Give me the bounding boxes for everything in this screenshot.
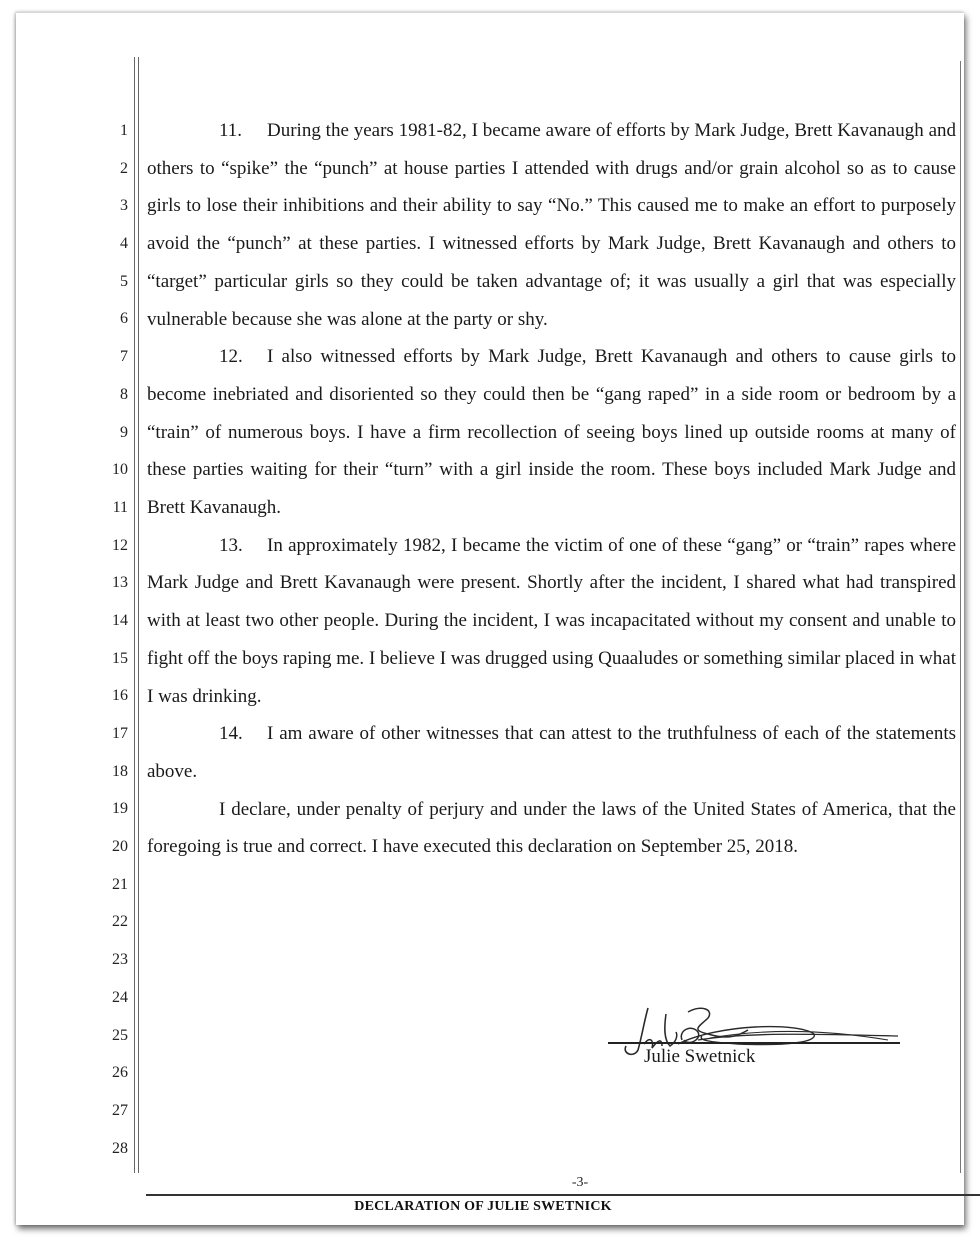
line-number: 7 xyxy=(120,348,128,366)
line-number: 20 xyxy=(112,838,128,856)
footer-rule xyxy=(146,1194,980,1196)
right-margin-rule xyxy=(960,61,961,1173)
line-number: 19 xyxy=(112,800,128,818)
line-number: 18 xyxy=(112,762,128,780)
line-number: 26 xyxy=(112,1064,128,1082)
signer-name: Julie Swetnick xyxy=(644,1046,756,1067)
line-number: 4 xyxy=(120,235,128,253)
paragraph-number: 14. xyxy=(219,723,243,745)
line-number: 10 xyxy=(112,461,128,479)
paragraph-text: During the years 1981-82, I became aware of efforts by Mark Judge, Brett Kavanaugh and others to “spike” the “punch” at house parties I attended with drugs and/or grain alcohol so as to cause girls to lose their inhibitions and their ability to say “No.” This caused me to make an effort to purposely avoid the “punch” at these parties. I witnessed efforts by Mark Judge, Brett Kavanaugh and others to “target” particular girls so they could be taken advantage of; it was usually a girl that was especially vulnerable because she was alone at the party or shy. xyxy=(147,120,956,330)
line-number: 3 xyxy=(120,197,128,215)
line-number: 21 xyxy=(112,875,128,893)
line-number: 27 xyxy=(112,1101,128,1119)
line-number: 25 xyxy=(112,1026,128,1044)
page-number: -3- xyxy=(571,1175,589,1190)
left-margin-rule xyxy=(134,57,139,1173)
line-number: 2 xyxy=(120,159,128,177)
paragraph-text: I also witnessed efforts by Mark Judge, Brett Kavanaugh and others to cause girls to become inebriated and disoriented so they could then be “gang raped” in a side room or bedroom by a “train” of numerous boys. I have a firm recollection of seeing boys lined up outside rooms at many of these parties waiting for their “turn” with a girl inside the room. These boys included Mark Judge and Brett Kavanaugh. xyxy=(147,346,956,519)
line-number: 9 xyxy=(120,423,128,441)
line-numbers xyxy=(104,112,128,1167)
signature-block xyxy=(608,998,908,1078)
footer-title: DECLARATION OF JULIE SWETNICK xyxy=(354,1199,612,1214)
line-number: 17 xyxy=(112,725,128,742)
paragraph-12 xyxy=(147,338,956,527)
paragraph-text: I am aware of other witnesses that can attest to the truthfulness of each of the statements above. xyxy=(147,723,956,782)
line-number: 28 xyxy=(112,1139,128,1157)
line-number: 23 xyxy=(112,951,128,969)
line-number: 12 xyxy=(112,536,128,554)
line-number: 13 xyxy=(112,574,128,592)
paragraph-14 xyxy=(147,715,956,790)
paragraph-11 xyxy=(147,112,956,338)
line-number: 16 xyxy=(112,687,128,705)
line-number: 1 xyxy=(120,122,128,139)
declaration-body xyxy=(147,112,956,866)
paragraph-number: 11. xyxy=(219,120,243,141)
line-number: 6 xyxy=(120,310,128,328)
line-number: 5 xyxy=(120,272,128,290)
paragraph-13 xyxy=(147,527,956,716)
line-number: 15 xyxy=(112,649,128,667)
line-number: 11 xyxy=(112,498,128,516)
line-number: 14 xyxy=(112,611,128,629)
paragraph-number: 12. xyxy=(219,346,243,368)
declaration-statement xyxy=(147,791,956,866)
line-number: 22 xyxy=(112,913,128,931)
paragraph-text: In approximately 1982, I became the victim of one of these “gang” or “train” rapes where Mark Judge and Brett Kavanaugh were present. Shortly after the incident, I shared what had transpired with at least two other people. During the incident, I was incapacitated without my consent and unable to fight off the boys raping me. I believe I was drugged using Quaaludes or something similar placed in what I was drinking. xyxy=(147,534,956,707)
line-number: 8 xyxy=(120,385,128,403)
line-number: 24 xyxy=(112,988,128,1006)
paragraph-number: 13. xyxy=(219,534,243,556)
signature-line xyxy=(608,1042,900,1044)
document-page xyxy=(16,12,964,1225)
paragraph-text: I declare, under penalty of perjury and under the laws of the United States of America, that the foregoing is true and correct. I have executed this declaration on September 25, 2018. xyxy=(147,798,956,858)
